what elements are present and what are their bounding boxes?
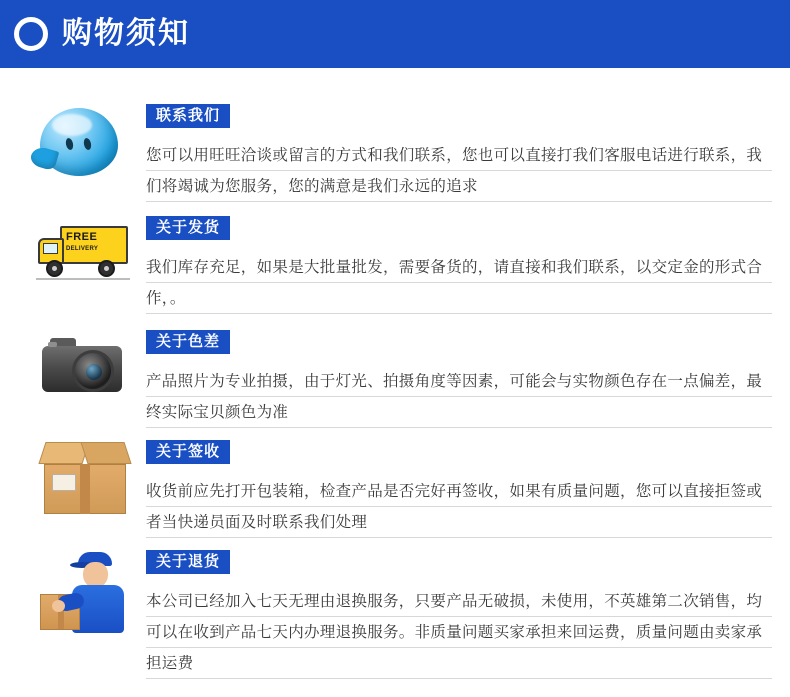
delivery-truck-icon [36,222,132,286]
section-return [0,548,790,679]
section-color [0,328,790,428]
section-icon-receipt [18,438,146,524]
section-tag-contact: 联系我们 [146,104,230,128]
section-text-contact [146,102,772,202]
section-text-shipping [146,214,772,314]
section-body-contact: 您可以用旺旺洽谈或留言的方式和我们联系，您也可以直接打我们客服电话进行联系，我们将竭诚为您服务，您的满意是我们永远的追求 [146,140,772,202]
notice-sections [0,68,790,679]
section-body-color: 产品照片为专业拍摄，由于灯光、拍摄角度等因素，可能会与实物颜色存在一点偏差，最终实际宝贝颜色为准 [146,366,772,428]
carton-box-icon [40,442,132,520]
section-tag-color: 关于色差 [146,330,230,354]
section-body-shipping: 我们库存充足，如果是大批量批发，需要备货的，请直接和我们联系，以交定金的形式合作，。 [146,252,772,314]
section-text-color [146,328,772,428]
section-icon-color [18,328,146,414]
camera-icon [42,336,128,396]
section-icon-return [18,548,146,634]
section-text-return [146,548,772,679]
section-text-receipt [146,438,772,538]
circle-ring-icon [14,17,48,51]
section-contact [0,102,790,202]
section-receipt [0,438,790,538]
section-icon-contact [18,102,146,188]
courier-person-icon [38,550,134,636]
page-header [0,0,790,68]
section-tag-shipping: 关于发货 [146,216,230,240]
section-body-receipt: 收货前应先打开包装箱，检查产品是否完好再签收，如果有质量问题，您可以直接拒签或者当快递员面及时联系我们处理 [146,476,772,538]
section-icon-shipping [18,214,146,300]
section-tag-return: 关于退货 [146,550,230,574]
chat-bubble-icon [40,108,118,176]
section-shipping [0,214,790,314]
section-tag-receipt: 关于签收 [146,440,230,464]
section-body-return: 本公司已经加入七天无理由退换服务，只要产品无破损，未使用，不英雄第二次销售，均可以在收到产品七天内办理退换服务。非质量问题买家承担来回运费，质量问题由卖家承担运费 [146,586,772,679]
truck-free-label: FREE [66,231,98,243]
page-title: 购物须知 [62,17,190,50]
truck-delivery-label: DELIVERY [66,246,99,252]
